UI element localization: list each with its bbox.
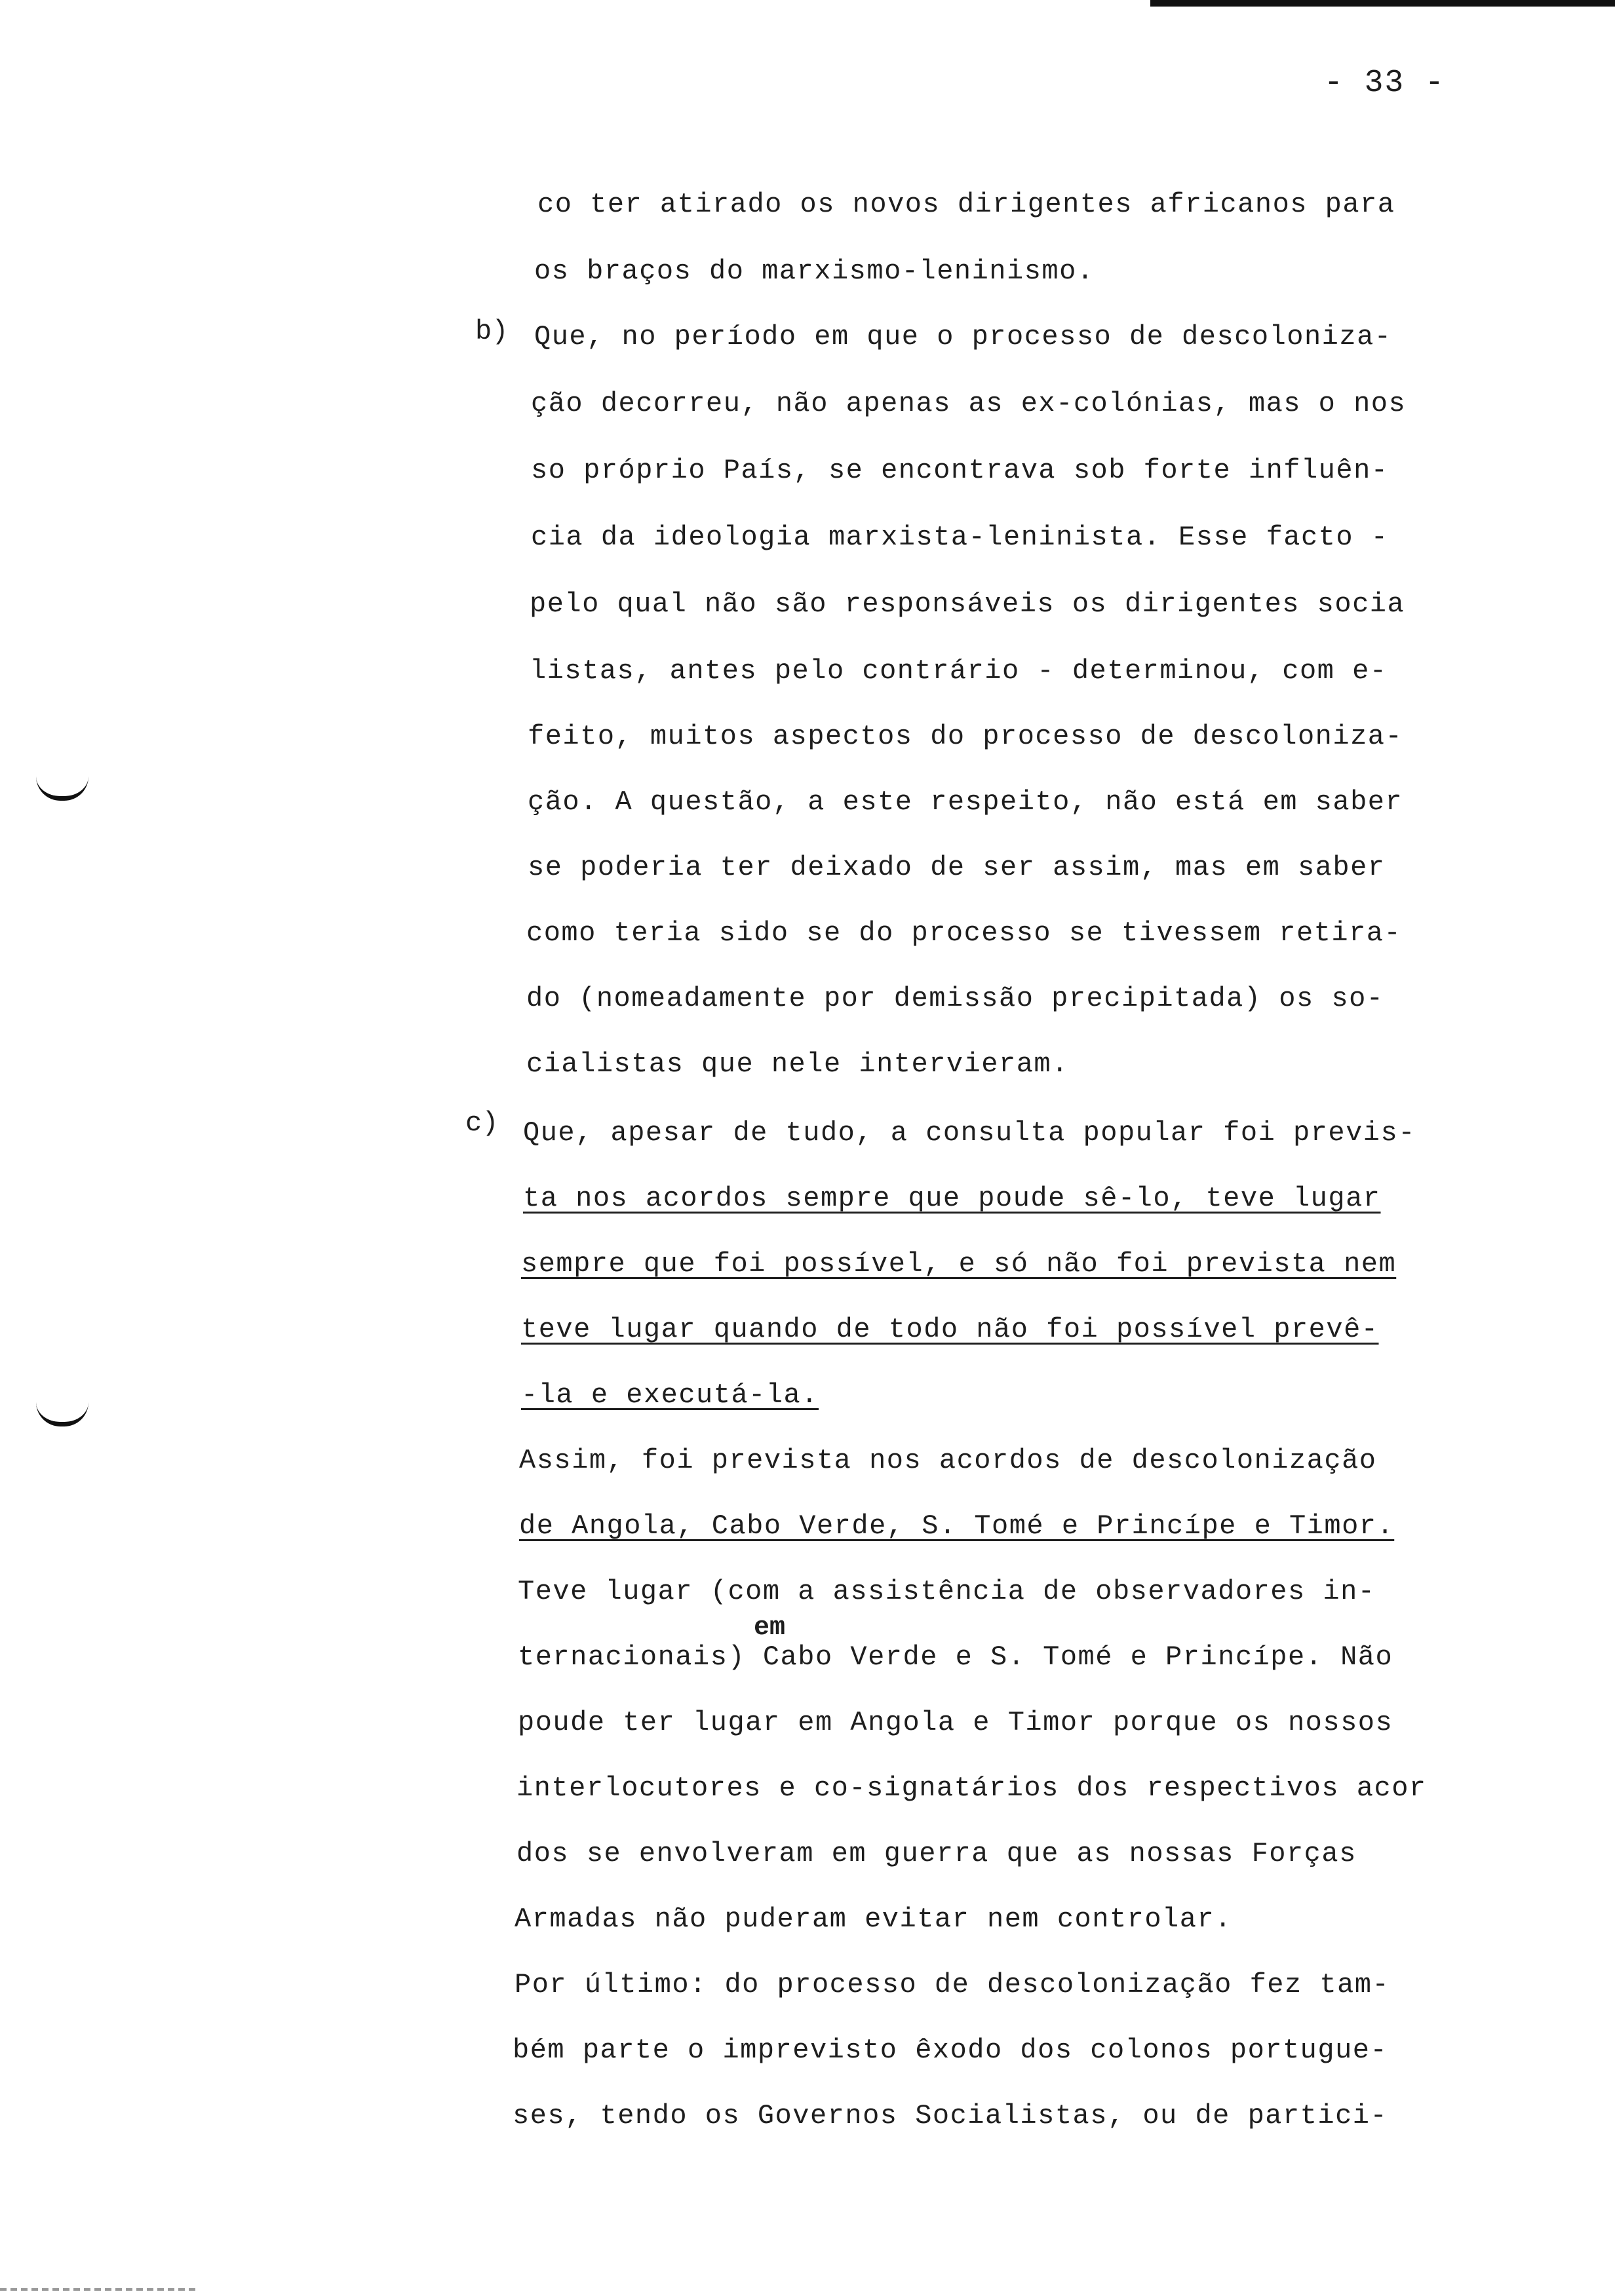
text-line: cia da ideologia marxista-leninista. Esse facto - (531, 522, 1389, 553)
page-number: - 33 - (1324, 66, 1445, 101)
text-line: co ter atirado os novos dirigentes africanos para (537, 189, 1395, 220)
text-line: -la e executá-la. (521, 1379, 819, 1411)
text-line: ternacionais) Cabo Verde e S. Tomé e Princípe. Não (518, 1641, 1393, 1673)
scan-edge-bar (1150, 0, 1615, 7)
margin-tick-mark (36, 1402, 88, 1426)
text-line: Teve lugar (com a assistência de observadores in- (518, 1576, 1376, 1607)
text-line: so próprio País, se encontrava sob forte influên- (531, 455, 1389, 486)
text-line: se poderia ter deixado de ser assim, mas em saber (528, 852, 1386, 883)
text-line: Que, no período em que o processo de descoloniza- (534, 321, 1392, 353)
text-line: do (nomeadamente por demissão precipitada) os so- (526, 983, 1384, 1014)
text-line: bém parte o imprevisto êxodo dos colonos portugue- (513, 2035, 1388, 2066)
text-line: poude ter lugar em Angola e Timor porque os nossos (518, 1707, 1393, 1738)
text-line: ses, tendo os Governos Socialistas, ou de partici- (513, 2100, 1388, 2132)
list-label-c: c) (465, 1107, 499, 1139)
text-line: Armadas não puderam evitar nem controlar. (515, 1904, 1232, 1935)
text-line: feito, muitos aspectos do processo de descoloniza- (528, 721, 1403, 752)
text-line: ção decorreu, não apenas as ex-colónias, mas o nos (531, 388, 1407, 419)
text-line: Assim, foi prevista nos acordos de descolonização (519, 1445, 1377, 1476)
text-line: Por último: do processo de descolonização fez tam- (515, 1969, 1390, 2000)
text-line: cialistas que nele intervieram. (526, 1048, 1069, 1080)
handwritten-insertion: em (754, 1613, 786, 1643)
text-line: de Angola, Cabo Verde, S. Tomé e Princípe e Timor. (519, 1510, 1395, 1542)
text-line: ta nos acordos sempre que poude sê-lo, teve lugar (523, 1183, 1381, 1214)
text-line: teve lugar quando de todo não foi possível prevê- (521, 1314, 1379, 1345)
margin-tick-mark (36, 776, 88, 801)
text-line: interlocutores e co-signatários dos respectivos acor (516, 1772, 1427, 1804)
text-line: Que, apesar de tudo, a consulta popular foi previs- (523, 1117, 1416, 1149)
text-line: dos se envolveram em guerra que as nossas Forças (516, 1838, 1357, 1869)
text-line: como teria sido se do processo se tivessem retira- (526, 917, 1402, 949)
text-line: pelo qual não são responsáveis os dirigentes socia (530, 588, 1405, 620)
text-line: ção. A questão, a este respeito, não está em saber (528, 786, 1403, 818)
scan-footer-noise (0, 2288, 197, 2291)
list-label-b: b) (475, 316, 509, 347)
text-line: sempre que foi possível, e só não foi prevista nem (521, 1248, 1397, 1280)
text-line: os braços do marxismo-leninismo. (534, 256, 1095, 287)
text-line: listas, antes pelo contrário - determinou, com e- (530, 655, 1388, 687)
